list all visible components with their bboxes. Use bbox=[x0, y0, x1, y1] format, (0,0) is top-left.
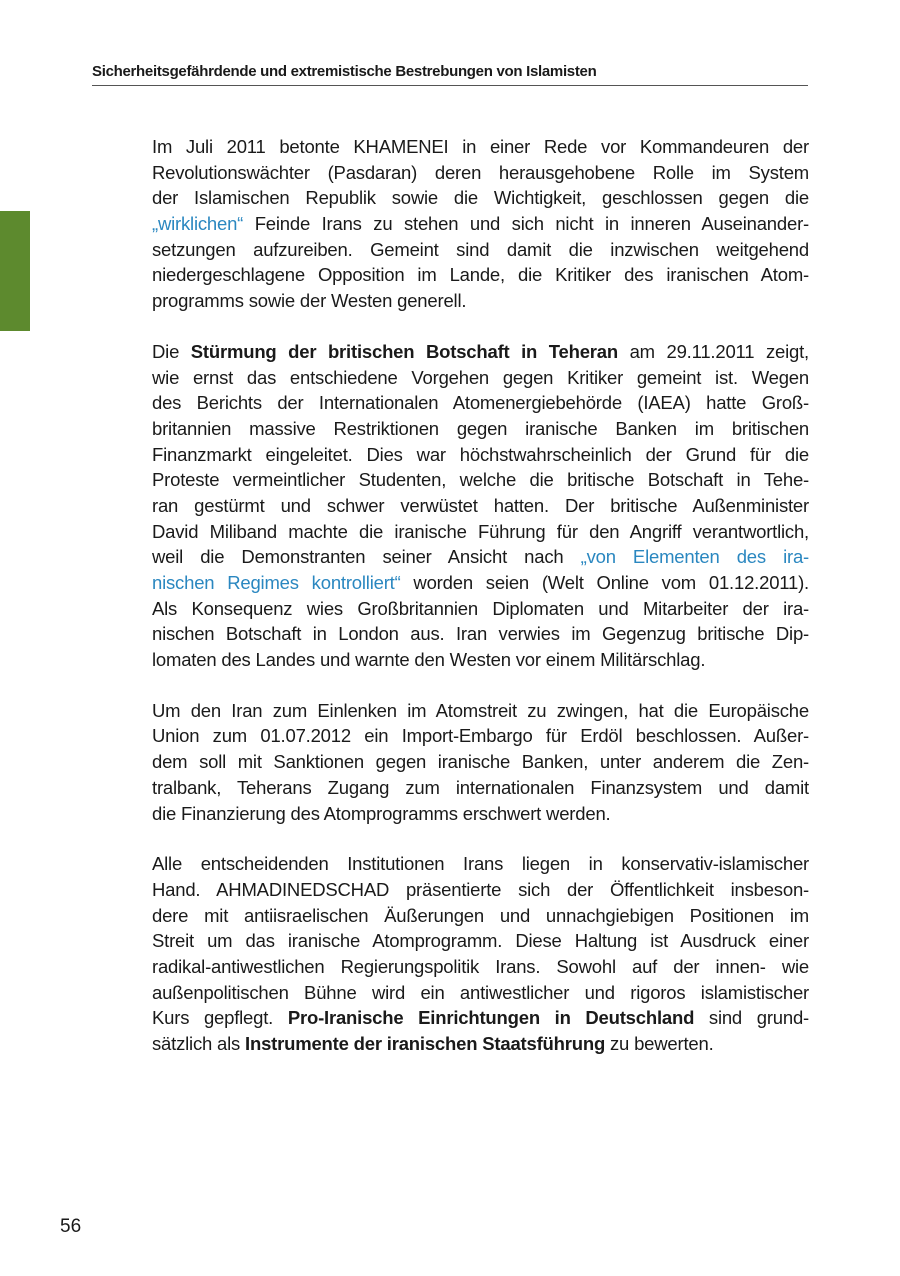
text-run: dem soll mit Sanktionen gegen iranische Banken, unter anderem die Zen- bbox=[152, 751, 809, 773]
text-line bbox=[152, 596, 809, 622]
text-line bbox=[152, 134, 809, 160]
text-line bbox=[152, 365, 809, 391]
bold-phrase: Instrumente der iranischen Staatsführung bbox=[245, 1033, 606, 1054]
text-run: britannien massive Restriktionen gegen iranische Banken im britischen bbox=[152, 417, 809, 439]
bold-phrase: Stürmung der britischen Botschaft in Teheran bbox=[190, 340, 618, 362]
text-run: Revolutionswächter (Pasdaran) deren herausgehobene Rolle im System bbox=[152, 161, 809, 183]
running-header: Sicherheitsgefährdende und extremistische Bestrebungen von Islamisten bbox=[92, 63, 597, 80]
text-line bbox=[152, 237, 809, 263]
text-run: des Berichts der Internationalen Atomenergiebehörde (IAEA) hatte Groß- bbox=[152, 392, 809, 414]
text-line bbox=[152, 493, 809, 519]
text-run: David Miliband machte die iranische Führung für den Angriff verantwortlich, bbox=[152, 520, 809, 542]
paragraph bbox=[152, 698, 809, 826]
text-run: radikal-antiwestlichen Regierungspolitik Irans. Sowohl auf der innen- wie bbox=[152, 955, 809, 977]
text-line bbox=[152, 877, 809, 903]
text-run: programms sowie der Westen generell. bbox=[152, 290, 467, 312]
text-run: setzungen aufzureiben. Gemeint sind damit die inzwischen weitgehend bbox=[152, 238, 809, 260]
text-run: dere mit antiisraelischen Äußerungen und unnachgiebigen Positionen im bbox=[152, 904, 809, 926]
text-run: sätzlich als bbox=[152, 1033, 246, 1054]
header-divider bbox=[92, 85, 808, 86]
text-run: worden seien (Welt Online vom 01.12.2011). bbox=[400, 572, 809, 593]
text-run: außenpolitischen Bühne wird ein antiwestlicher und rigoros islamistischer bbox=[152, 981, 809, 1003]
quote-link[interactable]: „von Elementen des ira- bbox=[580, 546, 809, 568]
text-line bbox=[152, 749, 809, 775]
text-line bbox=[152, 288, 809, 314]
bold-phrase: Pro-Iranische Einrichtungen in Deutschland bbox=[287, 1007, 695, 1029]
text-line bbox=[152, 1005, 809, 1031]
page-number: 56 bbox=[60, 1216, 82, 1237]
text-run: Als Konsequenz wies Großbritannien Diplomaten und Mitarbeiter der ira- bbox=[152, 597, 809, 619]
text-line bbox=[152, 211, 809, 237]
text-run: Proteste vermeintlicher Studenten, welche die britische Botschaft in Tehe- bbox=[152, 469, 809, 491]
text-run: tralbank, Teherans Zugang zum internationalen Finanzsystem und damit bbox=[152, 776, 809, 798]
text-line bbox=[152, 160, 809, 186]
text-run: am 29.11.2011 zeigt, bbox=[617, 340, 809, 362]
text-run: weil die Demonstranten seiner Ansicht nach bbox=[152, 546, 581, 568]
text-line bbox=[152, 339, 809, 365]
text-line bbox=[152, 980, 809, 1006]
text-line bbox=[152, 442, 809, 468]
text-line bbox=[152, 544, 809, 570]
paragraph bbox=[152, 134, 809, 314]
text-run: Union zum 01.07.2012 ein Import-Embargo für Erdöl beschlossen. Außer- bbox=[152, 725, 809, 747]
text-line bbox=[152, 698, 809, 724]
body-text bbox=[152, 134, 809, 1082]
paragraph bbox=[152, 339, 809, 673]
text-line bbox=[152, 928, 809, 954]
text-run: sind grund- bbox=[694, 1007, 810, 1029]
text-line bbox=[152, 262, 809, 288]
text-line bbox=[152, 851, 809, 877]
text-run: Im Juli 2011 betonte KHAMENEI in einer Rede vor Kommandeuren der bbox=[152, 136, 809, 157]
quote-link[interactable]: „wirklichen“ bbox=[152, 213, 244, 235]
text-run: Feinde Irans zu stehen und sich nicht in inneren Auseinander- bbox=[243, 213, 809, 235]
text-run: lomaten des Landes und warnte den Westen vor einem Militärschlag. bbox=[152, 649, 706, 671]
text-line bbox=[152, 416, 809, 442]
text-run: die Finanzierung des Atomprogramms erschwert werden. bbox=[152, 802, 611, 824]
text-line bbox=[152, 954, 809, 980]
chapter-side-tab bbox=[0, 211, 30, 331]
text-line bbox=[152, 723, 809, 749]
text-line bbox=[152, 519, 809, 545]
text-line bbox=[152, 621, 809, 647]
text-run: wie ernst das entschiedene Vorgehen gegen Kritiker gemeint ist. Wegen bbox=[152, 366, 809, 388]
text-line bbox=[152, 1031, 809, 1057]
text-run: Kurs gepflegt. bbox=[152, 1007, 288, 1029]
text-line bbox=[152, 570, 809, 596]
text-run: Die bbox=[152, 340, 191, 362]
text-run: der Islamischen Republik sowie die Wichtigkeit, geschlossen gegen die bbox=[152, 187, 809, 209]
text-line bbox=[152, 185, 809, 211]
paragraph bbox=[152, 851, 809, 1057]
text-run: zu bewerten. bbox=[605, 1033, 714, 1054]
text-line bbox=[152, 390, 809, 416]
quote-link[interactable]: nischen Regimes kontrolliert“ bbox=[152, 572, 401, 593]
text-run: ran gestürmt und schwer verwüstet hatten. Der britische Außenminister bbox=[152, 494, 809, 516]
text-run: niedergeschlagene Opposition im Lande, die Kritiker des iranischen Atom- bbox=[152, 264, 809, 286]
text-line bbox=[152, 801, 809, 827]
text-line bbox=[152, 903, 809, 929]
text-line bbox=[152, 647, 809, 673]
text-run: Alle entscheidenden Institutionen Irans liegen in konservativ-islamischer bbox=[152, 853, 809, 875]
text-line bbox=[152, 467, 809, 493]
text-run: Streit um das iranische Atomprogramm. Diese Haltung ist Ausdruck einer bbox=[152, 930, 809, 952]
text-line bbox=[152, 775, 809, 801]
text-run: Hand. AHMADINEDSCHAD präsentierte sich der Öffentlichkeit insbeson- bbox=[152, 878, 809, 900]
text-run: nischen Botschaft in London aus. Iran verwies im Gegenzug britische Dip- bbox=[152, 623, 809, 645]
text-run: Um den Iran zum Einlenken im Atomstreit zu zwingen, hat die Europäische bbox=[152, 699, 809, 721]
text-run: Finanzmarkt eingeleitet. Dies war höchstwahrscheinlich der Grund für die bbox=[152, 443, 809, 465]
